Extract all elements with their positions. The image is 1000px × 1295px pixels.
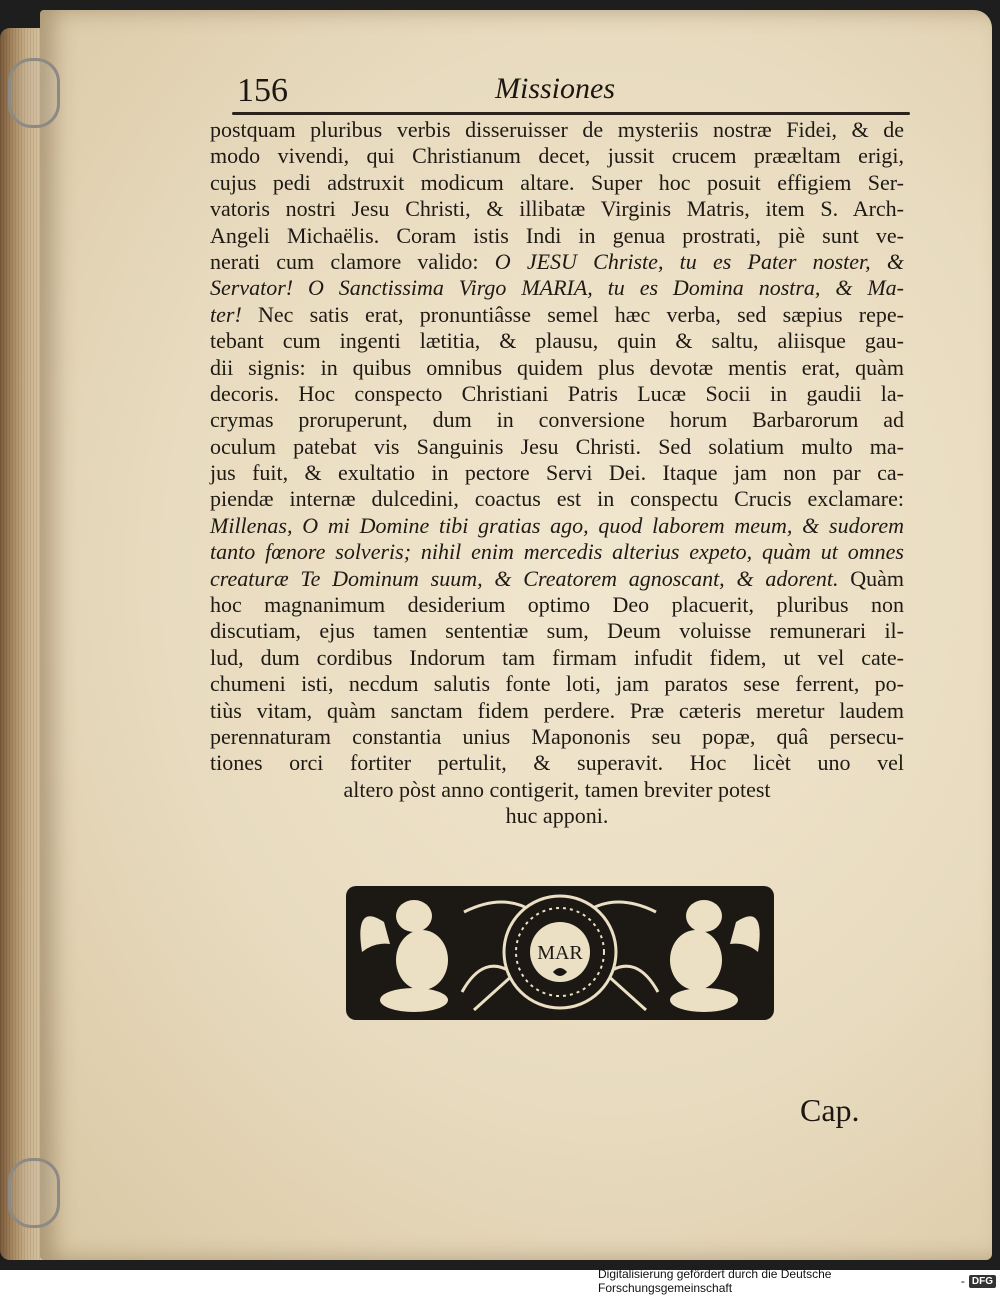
header-rule: [232, 112, 910, 115]
text-line: [210, 407, 904, 433]
text-line: [210, 143, 904, 169]
text-line: [210, 275, 904, 301]
text-segment: tiùs vitam, quàm sanctam fidem perdere. Præ cæteris meretur laudem: [210, 697, 904, 723]
text-segment: crymas proruperunt, dum in conversione horum Barbarorum ad: [210, 407, 904, 433]
text-segment: Nec satis erat, pronuntiâsse semel hæc verba, sed sæpius repe-: [241, 301, 904, 327]
text-segment: cujus pedi adstruxit modicum altare. Super hoc posuit effigiem Ser-: [210, 169, 904, 195]
text-segment: nerati cum clamore valido:: [210, 248, 495, 274]
text-segment: lud, dum cordibus Indorum tam firmam infudit fidem, ut vel cate-: [210, 644, 904, 670]
catchword: Cap.: [800, 1092, 860, 1128]
running-head: Missiones: [495, 72, 615, 105]
text-segment: creaturæ Te Dominum suum, & Creatorem agnoscant, & adorent.: [210, 565, 839, 591]
dfg-logo-icon: DFG: [969, 1275, 996, 1288]
text-line: [210, 170, 904, 196]
credit-text: Digitalisierung gefördert durch die Deutsche Forschungsgemeinschaft: [598, 1267, 832, 1295]
text-line: [210, 618, 904, 644]
ornament-graphic: [344, 882, 776, 1024]
text-segment: postquam pluribus verbis disseruisser de mysteriis nostræ Fidei, & de: [210, 117, 904, 142]
text-line: [210, 671, 904, 697]
text-segment: altero pòst anno contigerit, tamen breviter potest: [343, 776, 771, 802]
text-segment: dii signis: in quibus omnibus quidem plus devotæ mentis erat, quàm: [210, 354, 904, 380]
text-line: [210, 513, 904, 539]
text-segment: huc apponi.: [505, 803, 609, 829]
page-header: [237, 72, 907, 108]
text-line: [210, 196, 904, 222]
text-line: [210, 539, 904, 565]
text-segment: Servator! O Sanctissima Virgo MARIA, tu es Domina nostra, & Ma-: [210, 275, 904, 301]
text-segment: tebant cum ingenti lætitia, & plausu, quin & saltu, aliisque gau-: [210, 328, 904, 354]
text-segment: oculum patebat vis Sanguinis Jesu Christi. Sed solatium multo ma-: [210, 433, 904, 459]
text-line: [210, 381, 904, 407]
text-segment: Angeli Michaëlis. Coram istis Indi in genua prostrati, piè sunt ve-: [210, 222, 904, 248]
text-line: [210, 803, 904, 829]
text-line: [210, 698, 904, 724]
credit-separator: -: [960, 1274, 965, 1288]
text-line: [210, 724, 904, 750]
text-segment: vatoris nostri Jesu Christi, & illibatæ Virginis Matris, item S. Arch-: [210, 196, 904, 222]
text-line: [210, 434, 904, 460]
text-segment: perennaturam constantia unius Mapononis seu popæ, quâ persecu-: [210, 723, 904, 749]
text-line: [210, 460, 904, 486]
text-segment: Millenas, O mi Domine tibi gratias ago, quod laborem meum, & sudorem: [210, 512, 904, 538]
text-segment: discutiam, ejus tamen sententiæ sum, Deum voluisse remunerari il-: [210, 618, 904, 644]
text-line: [210, 566, 904, 592]
text-line: [210, 117, 904, 143]
paper-clip-icon: [8, 1158, 60, 1228]
text-segment: modo vivendi, qui Christianum decet, jussit crucem prææltam erigi,: [210, 143, 904, 169]
digitization-credit: [598, 1267, 996, 1295]
text-line: [210, 302, 904, 328]
body-text: [210, 117, 904, 830]
text-line: [210, 645, 904, 671]
page-number: 156: [237, 72, 288, 109]
text-line: [210, 249, 904, 275]
paper-clip-icon: [8, 58, 60, 128]
text-line: [210, 750, 904, 776]
book-page-edges: [0, 28, 44, 1260]
text-line: [210, 328, 904, 354]
text-segment: jus fuit, & exultatio in pectore Servi Dei. Itaque jam non par ca-: [210, 460, 904, 486]
text-line: [210, 486, 904, 512]
text-line: [210, 355, 904, 381]
text-line: [210, 592, 904, 618]
ornament-monogram: MAR: [537, 942, 583, 964]
text-segment: tanto fœnore solveris; nihil enim mercedis alterius expeto, quàm ut omnes: [210, 539, 904, 565]
text-segment: chumeni isti, necdum salutis fonte loti, jam paratos sese ferrent, po-: [210, 671, 904, 697]
text-line: [210, 223, 904, 249]
text-line: [210, 777, 904, 803]
text-segment: hoc magnanimum desiderium optimo Deo placuerit, pluribus non: [210, 592, 904, 618]
tailpiece-ornament: [344, 882, 776, 1024]
text-segment: ter!: [210, 301, 242, 327]
text-segment: Quàm: [838, 565, 905, 591]
text-segment: decoris. Hoc conspecto Christiani Patris Lucæ Socii in gaudii la-: [210, 380, 904, 406]
text-segment: O JESU Christe, tu es Pater noster, &: [494, 248, 904, 274]
text-segment: tiones orci fortiter pertulit, & superavit. Hoc licèt uno vel: [210, 750, 904, 776]
text-segment: piendæ internæ dulcedini, coactus est in conspectu Crucis exclamare:: [210, 486, 904, 512]
